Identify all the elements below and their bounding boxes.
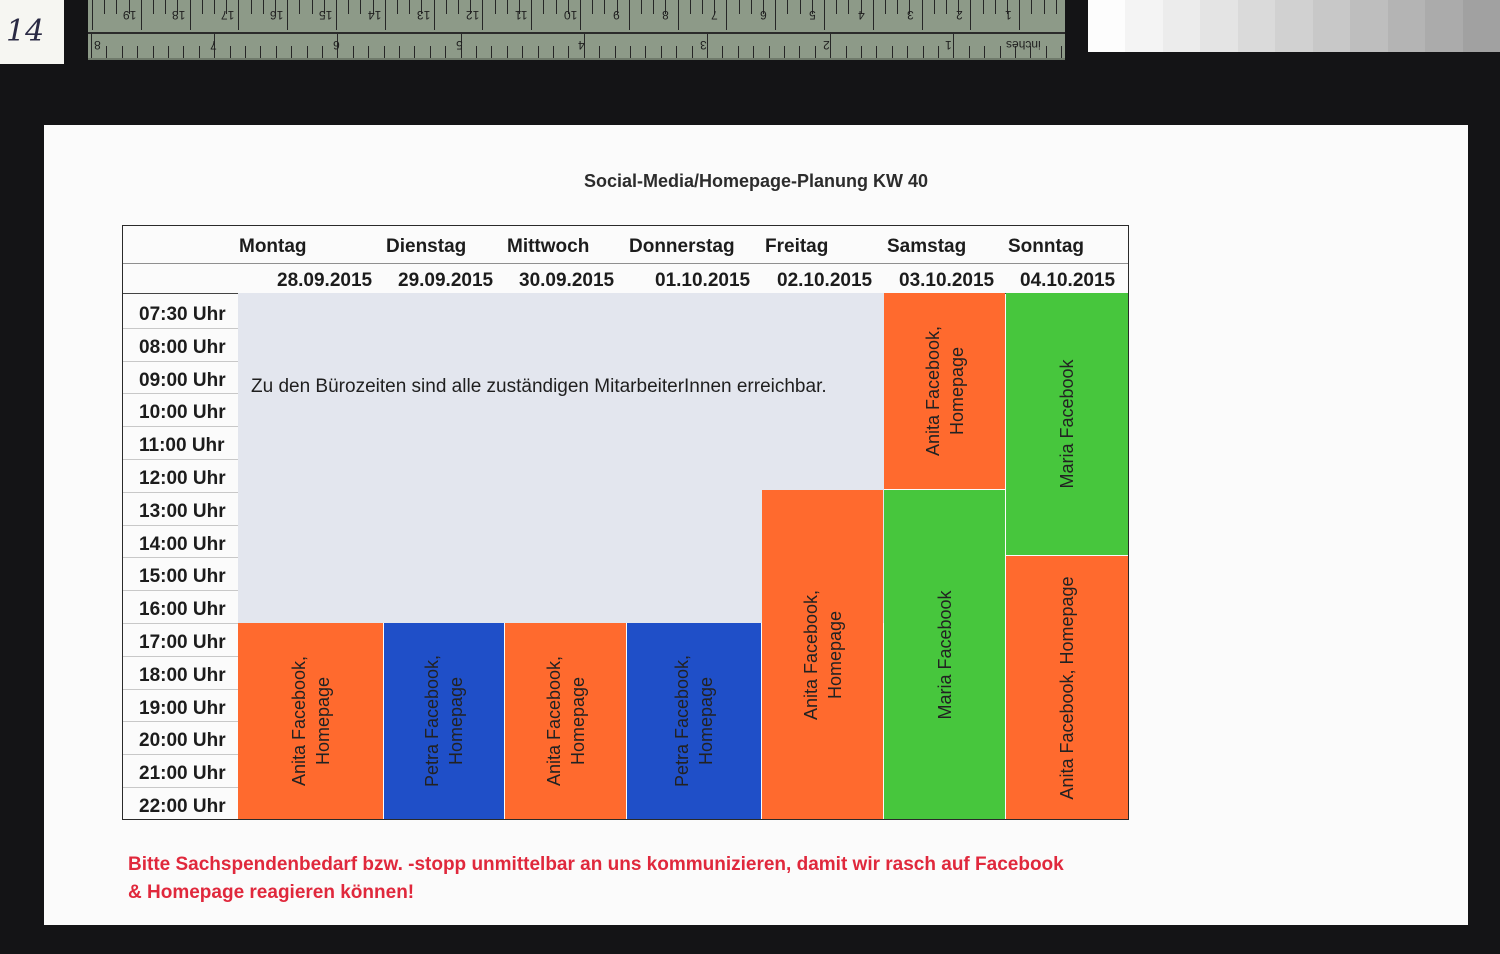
ruler-tick (946, 0, 947, 14)
ruler-tick (116, 0, 117, 14)
donation-note: Bitte Sachspendenbedarf bzw. -stopp unmittelbar an uns kommunizieren, damit wir rasch auf Facebook & Homepage reagieren können! (128, 854, 1064, 903)
ruler-tick (787, 0, 788, 14)
ruler-tick (629, 0, 630, 30)
ruler-tick (92, 0, 93, 30)
shift-freitag (762, 490, 883, 819)
ruler-tick (553, 46, 554, 58)
ruler-tick (815, 46, 816, 58)
time-label: 22:00 Uhr (139, 796, 226, 817)
time-row-divider (123, 656, 238, 657)
time-label: 15:00 Uhr (139, 566, 226, 588)
time-row-divider (123, 361, 238, 362)
ruler-tick (445, 46, 446, 58)
ruler-tick (885, 0, 886, 14)
gray-swatch (1350, 0, 1387, 52)
ruler-tick (165, 0, 166, 14)
measuring-ruler (88, 0, 1065, 60)
ruler-tick (291, 46, 292, 58)
ruler-tick (202, 0, 203, 14)
ruler-label: 3 (907, 8, 914, 22)
ruler-tick (556, 0, 557, 14)
ruler-tick (1019, 0, 1020, 30)
ruler-label: 8 (94, 38, 101, 52)
shift-label: Petra Facebook, Homepage (672, 654, 716, 788)
ruler-tick (836, 0, 837, 14)
ruler-tick (676, 46, 677, 58)
ruler-tick (214, 0, 215, 14)
time-label: 13:00 Uhr (139, 500, 226, 522)
shift-montag (238, 623, 383, 819)
ruler-tick (168, 46, 169, 58)
schedule-table (122, 225, 1129, 820)
shift-dienstag (384, 623, 504, 819)
ruler-label: 2 (823, 38, 830, 52)
time-row-divider (123, 557, 238, 558)
ruler-tick (984, 46, 985, 58)
ruler-tick (1056, 0, 1057, 14)
ruler-tick (1046, 46, 1047, 58)
ruler-label: 16 (270, 8, 284, 22)
archive-number-tag (0, 0, 64, 64)
ruler-tick (645, 46, 646, 58)
time-label: 10:00 Uhr (139, 402, 226, 424)
ruler-tick (348, 0, 349, 14)
schedule-sheet (44, 125, 1468, 925)
shift-sonntag-afternoon (1006, 556, 1128, 819)
date-dienstag: 29.09.2015 (398, 270, 494, 291)
ruler-tick (995, 0, 996, 14)
time-label: 19:00 Uhr (139, 697, 226, 719)
ruler-tick (1031, 0, 1032, 14)
time-row-divider (123, 393, 238, 394)
ruler-tick (522, 46, 523, 58)
ruler-tick (592, 0, 593, 14)
ruler-tick (507, 0, 508, 14)
ruler-tick (104, 0, 105, 14)
ruler-label: 15 (319, 8, 333, 22)
ruler-tick (230, 46, 231, 58)
ruler-tick (923, 46, 924, 58)
ruler-tick (784, 46, 785, 58)
ruler-tick (137, 46, 138, 58)
ruler-tick (430, 46, 431, 58)
ruler-tick (312, 0, 313, 14)
ruler-tick (615, 46, 616, 58)
gray-swatch (1163, 0, 1200, 52)
ruler-label: 4 (578, 38, 585, 52)
date-samstag: 03.10.2015 (899, 270, 995, 291)
ruler-tick (848, 0, 849, 14)
time-label: 21:00 Uhr (139, 763, 226, 785)
shift-label: Anita Facebook, Homepage (800, 589, 845, 720)
ruler-tick (251, 0, 252, 14)
time-label: 18:00 Uhr (139, 664, 226, 686)
shift-samstag-morning (884, 293, 1005, 489)
shift-mittwoch (505, 623, 626, 819)
time-row-divider (123, 492, 238, 493)
ruler-tick (91, 34, 92, 58)
time-row-divider (123, 721, 238, 722)
day-header-sonntag: Sonntag (1008, 236, 1084, 257)
ruler-tick (1061, 46, 1062, 58)
ruler-tick (824, 0, 825, 30)
ruler-tick (934, 0, 935, 14)
ruler-label: 12 (466, 8, 480, 22)
ruler-tick (1000, 46, 1001, 58)
ruler-tick (739, 0, 740, 14)
ruler-tick (399, 46, 400, 58)
time-row-divider (123, 623, 238, 624)
ruler-tick (690, 0, 691, 14)
ruler-tick (599, 46, 600, 58)
ruler-tick (122, 46, 123, 58)
ruler-tick (753, 46, 754, 58)
ruler-label: inches (1006, 38, 1041, 52)
ruler-tick (276, 46, 277, 58)
gray-swatch (1200, 0, 1237, 52)
ruler-tick (245, 46, 246, 58)
ruler-tick (263, 0, 264, 14)
gray-swatch (1425, 0, 1462, 52)
shift-label: Anita Facebook, Homepage (543, 655, 588, 787)
gray-swatch (1388, 0, 1425, 52)
ruler-tick (495, 0, 496, 14)
ruler-label: 10 (564, 8, 578, 22)
time-row-divider (123, 590, 238, 591)
ruler-tick (861, 46, 862, 58)
ruler-label: 13 (417, 8, 431, 22)
ruler-tick (360, 0, 361, 14)
ruler-label: 7 (711, 8, 718, 22)
ruler-tick (531, 0, 532, 30)
ruler-tick (507, 46, 508, 58)
ruler-tick (446, 0, 447, 14)
ruler-tick (641, 0, 642, 14)
ruler-label: 18 (172, 8, 186, 22)
ruler-tick (661, 46, 662, 58)
ruler-tick (153, 46, 154, 58)
ruler-tick (678, 0, 679, 30)
ruler-label: 5 (809, 8, 816, 22)
ruler-tick (769, 46, 770, 58)
ruler-tick (800, 0, 801, 14)
ruler-tick (183, 46, 184, 58)
ruler-tick (322, 46, 323, 58)
ruler-label: 11 (515, 8, 528, 22)
time-label: 08:00 Uhr (139, 336, 226, 358)
ruler-label: 9 (613, 8, 620, 22)
time-label: 16:00 Uhr (139, 599, 226, 621)
shift-label: Anita Facebook, Homepage (288, 655, 333, 787)
ruler-tick (922, 0, 923, 30)
shift-label: Maria Facebook (1057, 359, 1077, 489)
ruler-label: 8 (662, 8, 669, 22)
shift-sonntag-morning (1006, 293, 1128, 555)
date-mittwoch: 30.09.2015 (519, 270, 615, 291)
ruler-tick (983, 0, 984, 14)
ruler-label: 7 (210, 38, 217, 52)
ruler-tick (538, 46, 539, 58)
ruler-tick (385, 0, 386, 30)
ruler-tick (897, 0, 898, 14)
ruler-tick (353, 46, 354, 58)
ruler-tick (409, 0, 410, 14)
ruler-tick (722, 46, 723, 58)
ruler-tick (751, 0, 752, 14)
time-label: 12:00 Uhr (139, 468, 226, 489)
gray-swatch (1125, 0, 1162, 52)
ruler-tick (846, 46, 847, 58)
time-row-divider (123, 426, 238, 427)
ruler-tick (1044, 0, 1045, 14)
ruler-tick (568, 46, 569, 58)
ruler-tick (726, 0, 727, 30)
gray-swatch (1463, 0, 1500, 52)
ruler-tick (830, 34, 831, 58)
page-title: Social-Media/Homepage-Planung KW 40 (583, 171, 929, 191)
shift-samstag-afternoon (884, 490, 1005, 819)
ruler-tick (702, 0, 703, 14)
time-row-divider (123, 689, 238, 690)
time-row-divider (123, 787, 238, 788)
ruler-tick (580, 0, 581, 30)
shift-label: Maria Facebook (934, 589, 955, 720)
day-header-mittwoch: Mittwoch (507, 236, 590, 257)
date-donnerstag: 01.10.2015 (655, 270, 751, 291)
ruler-tick (876, 46, 877, 58)
time-label: 09:00 Uhr (139, 369, 226, 391)
ruler-tick (653, 0, 654, 14)
shift-label: Anita Facebook, Homepage (922, 325, 967, 457)
ruler-tick (604, 0, 605, 14)
time-label: 11:00 Uhr (139, 435, 225, 457)
day-header-donnerstag: Donnerstag (629, 236, 735, 257)
ruler-tick (707, 34, 708, 58)
ruler-tick (482, 0, 483, 30)
ruler-label: 5 (456, 38, 463, 52)
ruler-label: 6 (760, 8, 767, 22)
day-header-freitag: Freitag (765, 236, 829, 257)
office-hours-text: Zu den Bürozeiten sind alle zuständigen MitarbeiterInnen erreichbar. (251, 376, 827, 397)
ruler-tick (892, 46, 893, 58)
gray-scale-card (1088, 0, 1500, 52)
header-divider (123, 263, 1128, 264)
ruler-tick (414, 46, 415, 58)
ruler-tick (543, 0, 544, 14)
time-row-divider (123, 525, 238, 526)
ruler-tick (873, 0, 874, 30)
ruler-tick (384, 46, 385, 58)
ruler-tick (738, 46, 739, 58)
ruler-label: 1 (1005, 8, 1012, 22)
ruler-tick (299, 0, 300, 14)
ruler-tick (458, 0, 459, 14)
ruler-tick (397, 0, 398, 14)
ruler-tick (775, 0, 776, 30)
ruler-tick (238, 0, 239, 30)
date-montag: 28.09.2015 (277, 270, 373, 291)
ruler-tick (692, 46, 693, 58)
time-label: 20:00 Uhr (139, 730, 226, 752)
date-sonntag: 04.10.2015 (1020, 270, 1116, 291)
ruler-label: 14 (368, 8, 382, 22)
gray-swatch (1238, 0, 1275, 52)
ruler-tick (434, 0, 435, 30)
gray-swatch (1313, 0, 1350, 52)
ruler-label: 3 (700, 38, 707, 52)
gray-swatch (1275, 0, 1312, 52)
ruler-tick (287, 0, 288, 30)
ruler-tick (153, 0, 154, 14)
ruler-divider (88, 32, 1065, 34)
ruler-tick (491, 46, 492, 58)
ruler-tick (260, 46, 261, 58)
archive-number: 14 (6, 14, 45, 49)
ruler-tick (106, 46, 107, 58)
ruler-label: 17 (221, 8, 235, 22)
ruler-tick (970, 0, 971, 30)
ruler-tick (476, 46, 477, 58)
ruler-tick (368, 46, 369, 58)
shift-label: Petra Facebook, Homepage (422, 654, 466, 788)
ruler-tick (336, 0, 337, 30)
ruler-label: 19 (123, 8, 137, 22)
time-row-divider (123, 328, 238, 329)
ruler-tick (190, 0, 191, 30)
shift-donnerstag (627, 623, 761, 819)
ruler-label: 1 (945, 38, 952, 52)
ruler-label: 2 (956, 8, 963, 22)
day-header-montag: Montag (239, 236, 307, 257)
gray-swatch (1088, 0, 1125, 52)
day-header-dienstag: Dienstag (386, 236, 467, 257)
time-row-divider (123, 459, 238, 460)
ruler-tick (953, 34, 954, 58)
day-header-samstag: Samstag (887, 236, 967, 257)
ruler-label: 6 (333, 38, 340, 52)
time-label: 07:30 Uhr (139, 304, 226, 325)
date-freitag: 02.10.2015 (777, 270, 873, 291)
ruler-tick (630, 46, 631, 58)
time-label: 17:00 Uhr (139, 632, 226, 653)
ruler-tick (141, 0, 142, 30)
ruler-tick (907, 46, 908, 58)
ruler-tick (307, 46, 308, 58)
ruler-tick (969, 46, 970, 58)
ruler-label: 4 (858, 8, 865, 22)
shift-label: Anita Facebook, Homepage (1057, 575, 1077, 800)
ruler-tick (938, 46, 939, 58)
ruler-tick (199, 46, 200, 58)
time-label: 14:00 Uhr (139, 533, 226, 555)
ruler-tick (799, 46, 800, 58)
time-row-divider (123, 754, 238, 755)
